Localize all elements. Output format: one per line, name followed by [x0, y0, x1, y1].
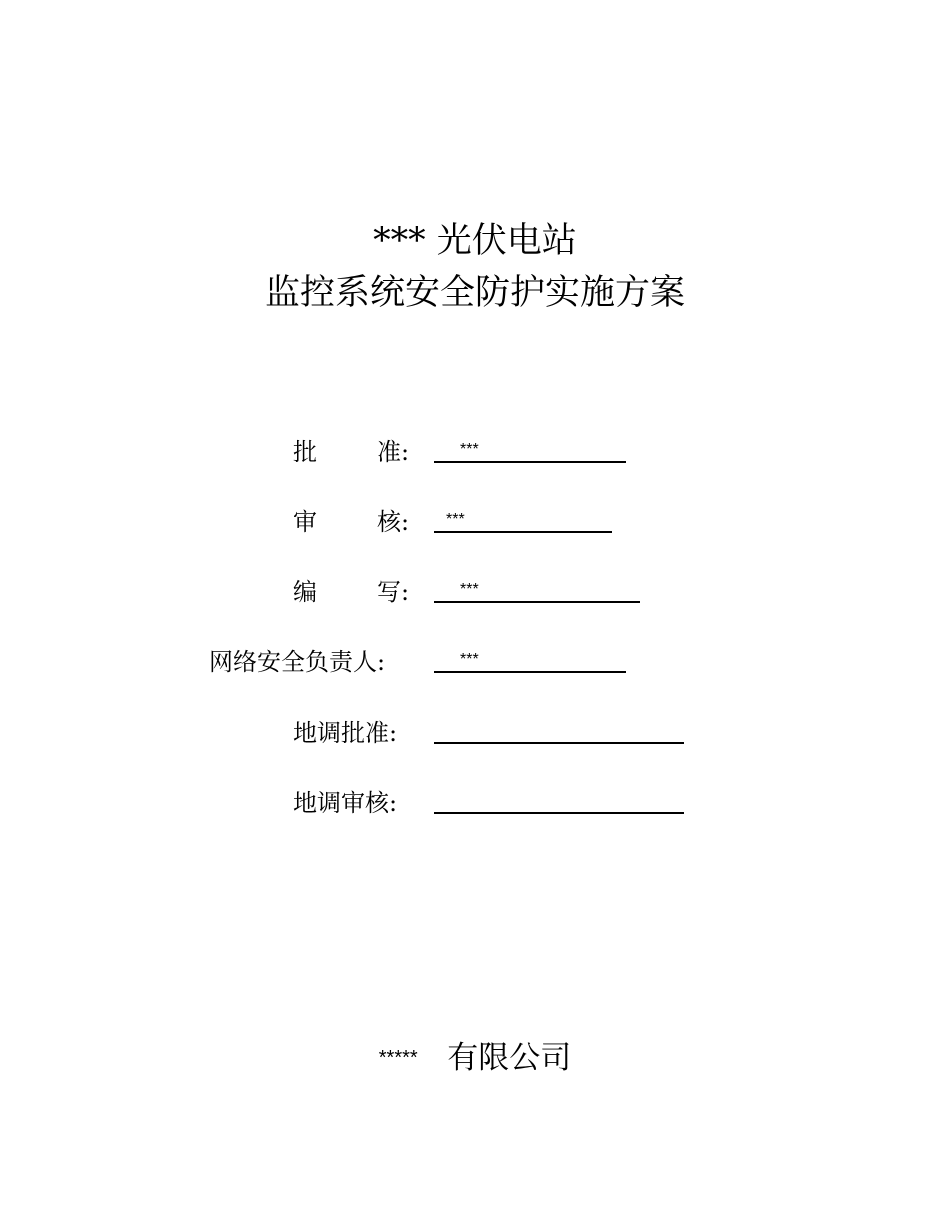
dispatch-review-label: 地调审核: — [293, 789, 398, 817]
approve-label-char-1: 批 — [293, 438, 317, 466]
write-value: *** — [460, 581, 479, 598]
review-label — [293, 507, 409, 537]
write-label — [293, 577, 409, 607]
review-label-char-2: 核 — [377, 508, 401, 536]
company-name-suffix: 有限公司 — [447, 1040, 572, 1076]
review-value: *** — [446, 511, 465, 528]
write-label-colon: : — [401, 578, 410, 606]
document-title-line-1: *** 光伏电站 — [373, 221, 577, 261]
dispatch-approve-signature-line — [434, 718, 684, 744]
dispatch-review-signature-line — [434, 788, 684, 814]
approve-label-colon: : — [401, 438, 410, 466]
write-label-char-1: 编 — [293, 578, 317, 606]
approve-label — [293, 437, 409, 467]
write-label-char-2: 写 — [377, 578, 401, 606]
company-name-placeholder: ***** — [378, 1047, 418, 1069]
approve-value: *** — [460, 441, 479, 458]
dispatch-approve-label: 地调批准: — [293, 719, 398, 747]
review-label-char-1: 审 — [293, 508, 317, 536]
review-label-colon: : — [401, 508, 410, 536]
company-name — [0, 1040, 950, 1076]
approve-label-char-2: 准 — [377, 438, 401, 466]
document-title-line-2: 监控系统安全防护实施方案 — [264, 273, 685, 313]
security-owner-label: 网络安全负责人: — [209, 648, 386, 676]
security-owner-value: *** — [460, 651, 479, 668]
